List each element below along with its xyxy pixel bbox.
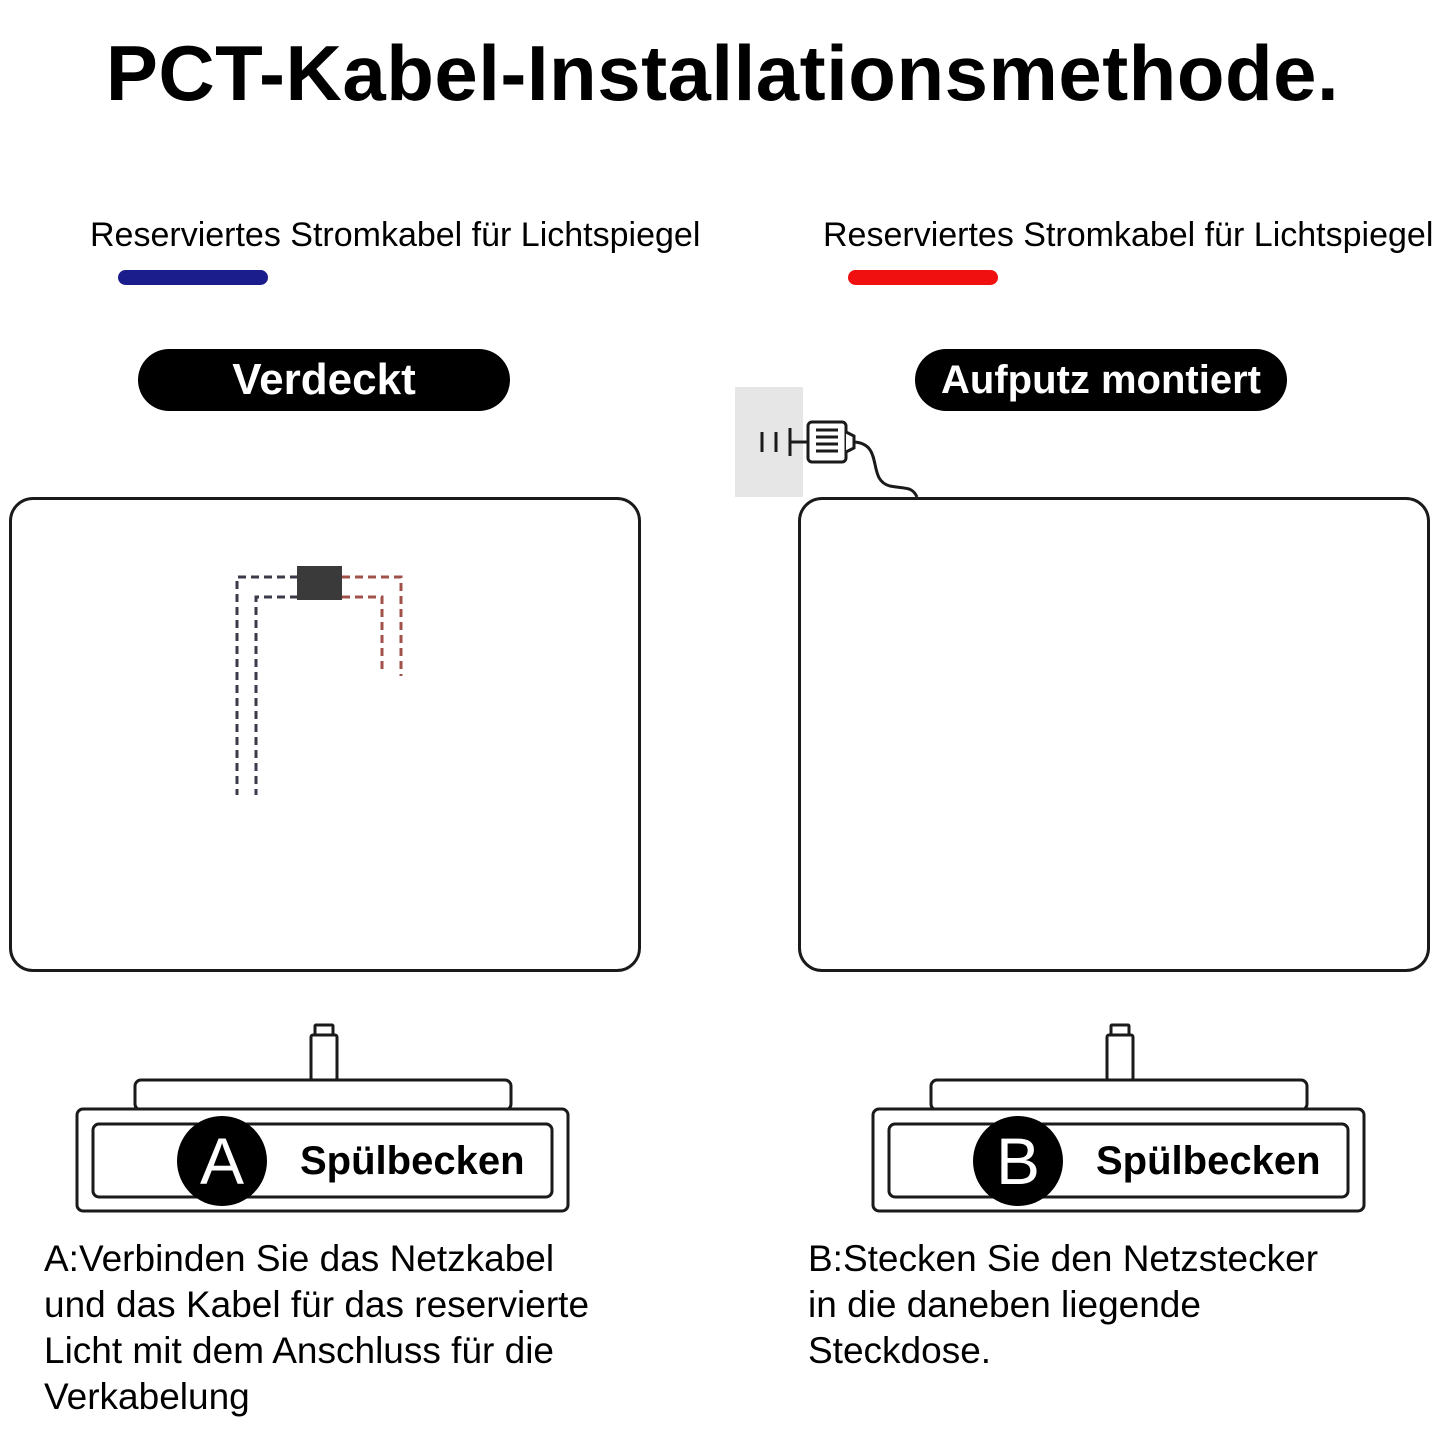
sink-label-right: Spülbecken — [1096, 1139, 1321, 1183]
description-b — [808, 1236, 1318, 1374]
legend-label-concealed: Reserviertes Stromkabel für Lichtspiegel — [90, 216, 701, 254]
sink-badge-b: B — [973, 1116, 1063, 1206]
sink-label-left: Spülbecken — [300, 1139, 525, 1183]
description-b-line: in die daneben liegende — [808, 1284, 1201, 1325]
description-a-line: Verkabelung — [44, 1376, 250, 1417]
faucet-icon — [1107, 1035, 1133, 1080]
legend-label-surface: Reserviertes Stromkabel für Lichtspiegel — [823, 216, 1434, 254]
description-b-line: Steckdose. — [808, 1330, 992, 1371]
description-a-line: A:Verbinden Sie das Netzkabel — [44, 1238, 555, 1279]
badge-concealed: Verdeckt — [138, 349, 510, 411]
description-a-line: und das Kabel für das reservierte — [44, 1284, 590, 1325]
description-a-line: Licht mit dem Anschluss für die — [44, 1330, 554, 1371]
badge-surface-mounted: Aufputz montiert — [915, 349, 1287, 411]
description-a — [44, 1236, 589, 1420]
sink-badge-a: A — [177, 1116, 267, 1206]
page-title: PCT-Kabel-Installationsmethode. — [105, 29, 1340, 117]
description-b-line: B:Stecken Sie den Netzstecker — [808, 1238, 1319, 1279]
